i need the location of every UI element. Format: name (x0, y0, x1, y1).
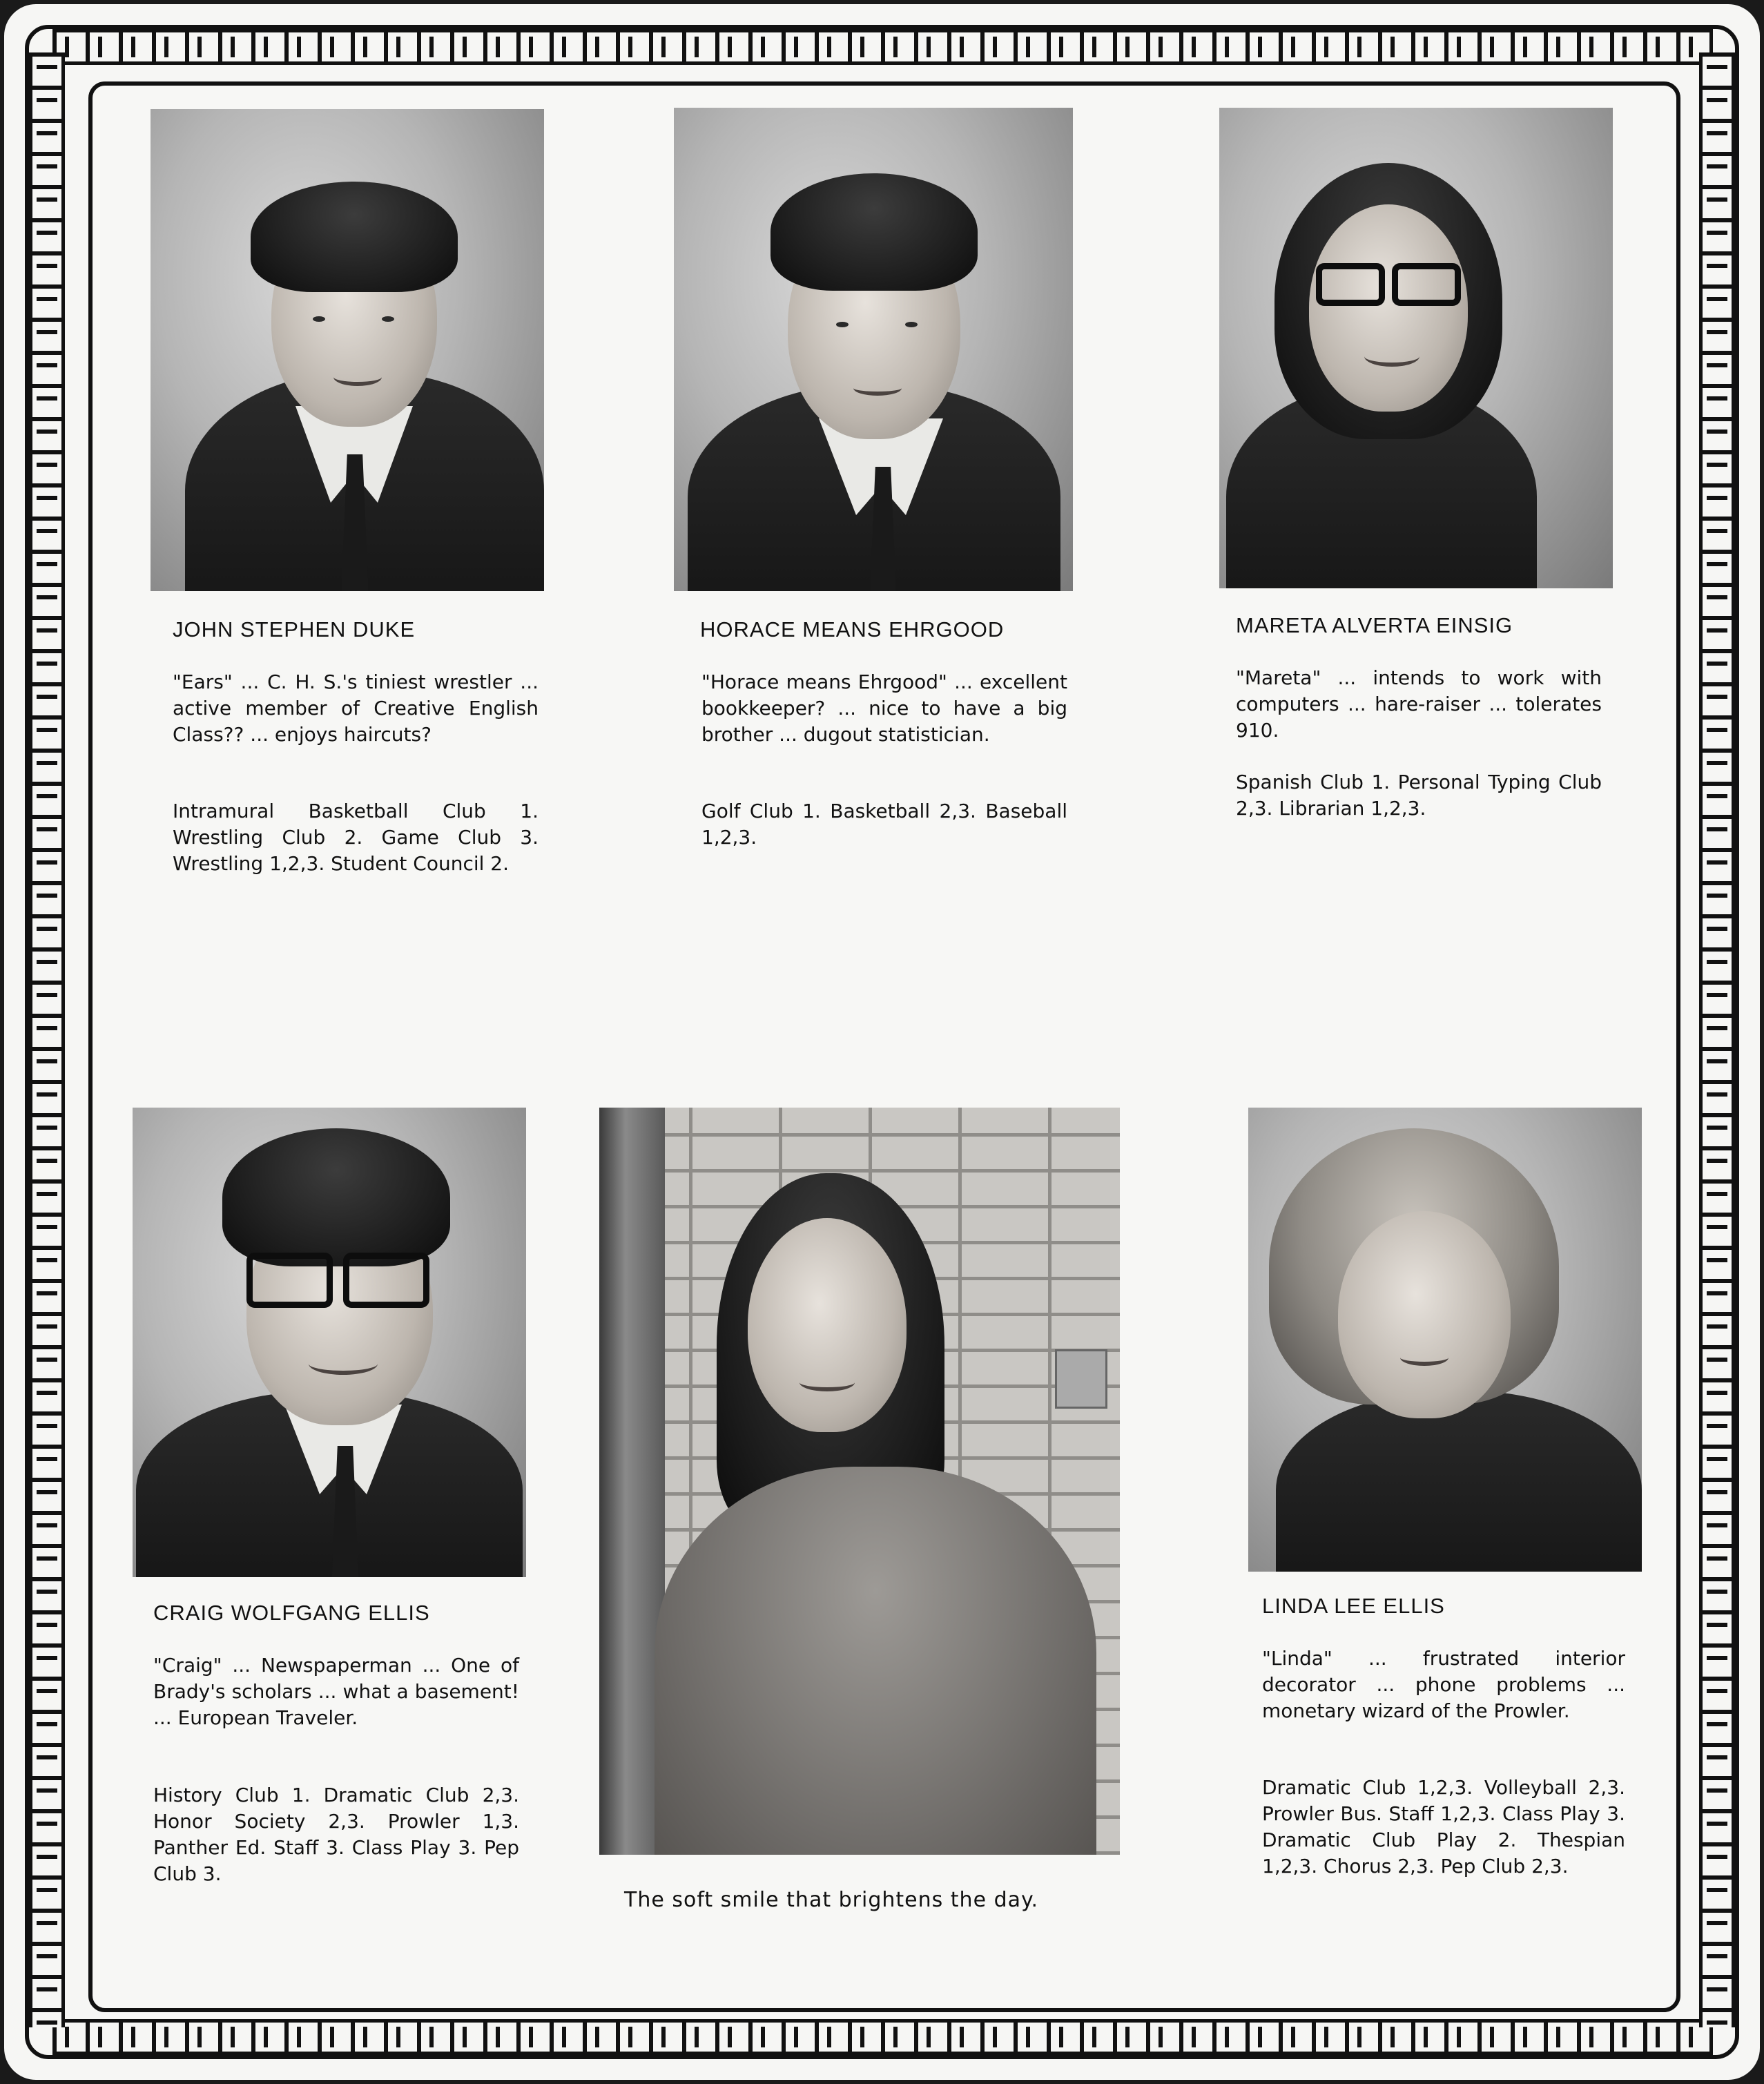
student-activities: Golf Club 1. Basketball 2,3. Baseball 1,2,3. (701, 800, 1067, 849)
portrait-linda-lee-ellis (1248, 1108, 1642, 1572)
student-activities: Dramatic Club 1,2,3. Volleyball 2,3. Prowler Bus. Staff 1,2,3. Class Play 3. Dramatic Club Play 2. Thespian 1,2,3. Chorus 2,3. Pep Club 2,3. (1262, 1776, 1625, 1878)
portrait-john-stephen-duke (151, 109, 544, 591)
border-left-band (29, 52, 65, 2027)
portrait-eye (313, 316, 325, 322)
student-quote: "Linda" ... frustrated interior decorator ... phone problems ... monetary wizard of the Prowler. (1262, 1647, 1625, 1722)
portrait-eye (905, 322, 918, 327)
student-quote: "Mareta" ... intends to work with computers ... hare-raiser ... tolerates 910. (1236, 666, 1602, 742)
candid-face (748, 1218, 907, 1432)
border-bottom-band (52, 2019, 1713, 2055)
student-name: LINDA LEE ELLIS (1262, 1594, 1445, 1618)
portrait-hair (222, 1128, 450, 1266)
portrait-mouth (853, 380, 902, 396)
portrait-sweater (1276, 1391, 1642, 1572)
student-activities: Intramural Basketball Club 1. Wrestling Club 2. Game Club 3. Wrestling 1,2,3. Student Council 2. (173, 800, 539, 875)
candid-photo (599, 1108, 1120, 1855)
student-name: MARETA ALVERTA EINSIG (1236, 613, 1513, 637)
portrait-mouth (1364, 346, 1419, 367)
portrait-mouth (1400, 1349, 1448, 1366)
student-activities: History Club 1. Dramatic Club 2,3. Honor Society 2,3. Prowler 1,3. Panther Ed. Staff 3. Class Play 3. Pep Club 3. (153, 1784, 519, 1885)
portrait-mouth (309, 1353, 378, 1375)
student-quote: "Ears" ... C. H. S.'s tiniest wrestler ... active member of Creative English Class?? ... enjoys haircuts? (173, 670, 539, 746)
border-right-band (1699, 52, 1735, 2027)
portrait-eye (836, 322, 849, 327)
portrait-glasses-right (343, 1253, 429, 1308)
wall-switchplate (1055, 1349, 1107, 1409)
student-activities: Spanish Club 1. Personal Typing Club 2,3. Librarian 1,2,3. (1236, 771, 1602, 820)
yearbook-page (4, 4, 1760, 2080)
candid-mouth (799, 1373, 855, 1391)
student-name: HORACE MEANS EHRGOOD (700, 617, 1005, 641)
student-name: CRAIG WOLFGANG ELLIS (153, 1601, 430, 1625)
portrait-glasses-right (1392, 263, 1461, 306)
portrait-mouth (333, 368, 382, 386)
portrait-craig-wolfgang-ellis (133, 1108, 526, 1577)
portrait-hair (251, 182, 458, 292)
portrait-horace-means-ehrgood (674, 108, 1073, 591)
student-quote: "Craig" ... Newspaperman ... One of Brady's scholars ... what a basement! ... European Traveler. (153, 1654, 519, 1729)
portrait-hair (770, 173, 978, 291)
candid-caption: The soft smile that brightens the day. (624, 1888, 1039, 1912)
candid-sweater (655, 1467, 1096, 1855)
portrait-eye (382, 316, 394, 322)
portrait-face (1338, 1211, 1511, 1418)
student-name: JOHN STEPHEN DUKE (173, 617, 416, 641)
portrait-face (1309, 204, 1468, 412)
border-top-band (52, 29, 1713, 65)
portrait-glasses-left (1316, 263, 1385, 306)
portrait-mareta-alverta-einsig (1219, 108, 1613, 588)
portrait-glasses-left (246, 1253, 333, 1308)
student-quote: "Horace means Ehrgood" ... excellent bookkeeper? ... nice to have a big brother ... dugout statistician. (701, 670, 1067, 746)
